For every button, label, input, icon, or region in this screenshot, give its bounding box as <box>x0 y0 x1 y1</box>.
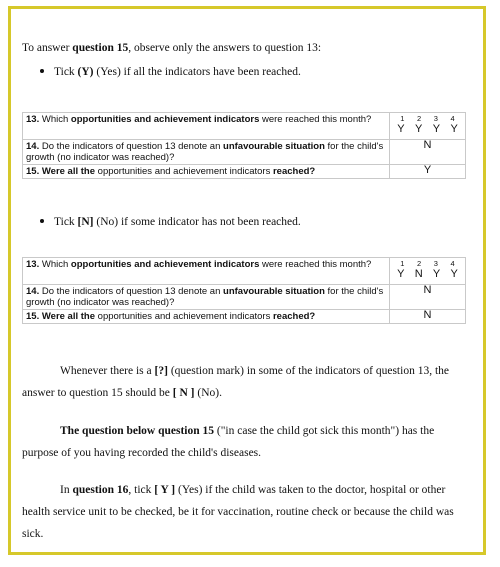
bullet-no: Tick [N] (No) if some indicator has not been reached. <box>40 216 301 228</box>
example-table-2 <box>22 257 466 324</box>
answer-cells: 1 2 3 4 Y Y Y Y <box>390 113 466 140</box>
table-row: 14. Do the indicators of question 13 denote an unfavourable situation for the child's growth (no indicator was reached)? N <box>23 140 466 165</box>
table-row: 15. Were all the opportunities and achievement indicators reached? Y <box>23 165 466 179</box>
question-16-paragraph: In question 16, tick [ Y ] (Yes) if the child was taken to the doctor, hospital or other health service unit to be checked, be it for vaccination, routine check or because the child was sick. <box>22 484 454 540</box>
table-row: 15. Were all the opportunities and achievement indicators reached? N <box>23 310 466 324</box>
answer-q15: Y <box>390 165 466 179</box>
answer-q14: N <box>390 140 466 165</box>
bullet-yes: Tick (Y) (Yes) if all the indicators have been reached. <box>40 66 301 78</box>
bullet-dot-icon <box>40 219 44 223</box>
table-row: 13. Which opportunities and achievement indicators were reached this month? 1 2 3 4 Y Y Y Y <box>23 113 466 140</box>
bullet-dot-icon <box>40 69 44 73</box>
answer-4: Y <box>450 268 458 280</box>
answer-3: Y <box>432 268 441 280</box>
table-row: 14. Do the indicators of question 13 denote an unfavourable situation for the child's growth (no indicator was reached)? N <box>23 285 466 310</box>
intro-text: To answer question 15, observe only the answers to question 13: <box>22 42 322 54</box>
answer-2: Y <box>414 123 423 135</box>
answer-2: N <box>414 268 423 280</box>
answer-q14: N <box>390 285 466 310</box>
sickness-question-paragraph: The question below question 15 ("in case the child got sick this month") has the purpose of you having recorded the child's diseases. <box>22 425 435 459</box>
example-table-1 <box>22 112 466 179</box>
answer-4: Y <box>450 123 458 135</box>
answer-cells: 1 2 3 4 Y N Y Y <box>390 258 466 285</box>
answer-1: Y <box>397 123 405 135</box>
answer-3: Y <box>432 123 441 135</box>
answer-q15: N <box>390 310 466 324</box>
table-row: 13. Which opportunities and achievement indicators were reached this month? 1 2 3 4 Y N Y Y <box>23 258 466 285</box>
question-mark-paragraph: Whenever there is a [?] (question mark) in some of the indicators of question 13, the answer to question 15 should be [ N ] (No). <box>22 365 449 399</box>
answer-1: Y <box>397 268 405 280</box>
